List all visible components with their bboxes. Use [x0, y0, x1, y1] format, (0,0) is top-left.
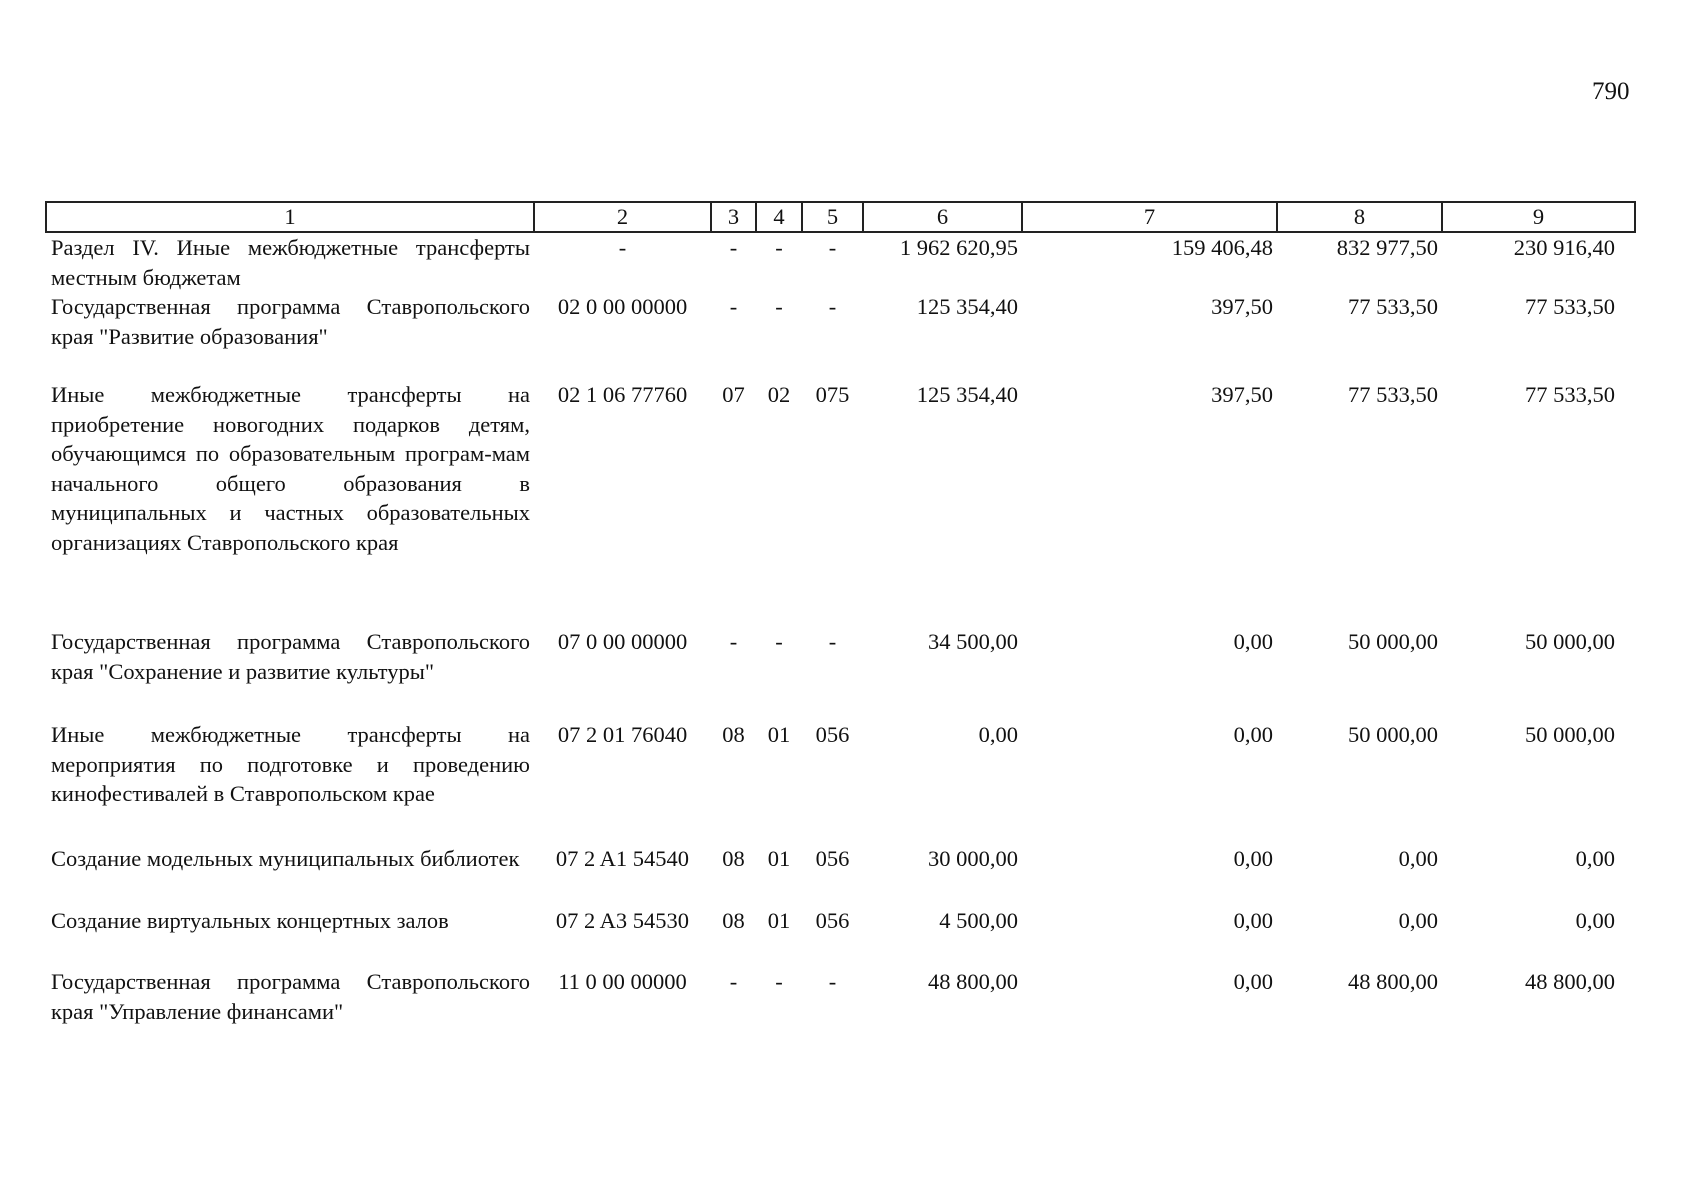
section-code: -: [729, 629, 738, 654]
amount-col7: 0,00: [1233, 722, 1273, 747]
table-row: [46, 232, 1635, 292]
amount-col6: 0,00: [978, 722, 1018, 747]
column-header: 5: [802, 202, 863, 232]
amount-col7: 397,50: [1211, 382, 1273, 407]
department-code: -: [828, 294, 837, 319]
column-header: 7: [1022, 202, 1277, 232]
section-code: 08: [722, 846, 745, 871]
table-row: [46, 292, 1635, 380]
table-row: [46, 906, 1635, 967]
section-code: 08: [722, 722, 745, 747]
row-description: Государственная программа Ставропольского края "Сохранение и развитие культуры": [51, 629, 530, 684]
subsection-code: -: [775, 235, 783, 260]
subsection-code: 01: [767, 908, 791, 933]
section-code: 07: [722, 382, 745, 407]
table-body: [46, 232, 1635, 1029]
table-header: [46, 202, 1635, 232]
target-article-code: 07 0 00 00000: [557, 629, 688, 654]
header-row: [46, 202, 1635, 232]
amount-col7: 0,00: [1233, 629, 1273, 654]
amount-col8: 0,00: [1398, 846, 1438, 871]
table-row: [46, 627, 1635, 720]
amount-col7: 0,00: [1233, 846, 1273, 871]
amount-col7: 159 406,48: [1171, 235, 1273, 260]
amount-col7: 0,00: [1233, 969, 1273, 994]
amount-col9: 50 000,00: [1525, 722, 1615, 747]
amount-col9: 77 533,50: [1525, 382, 1615, 407]
department-code: -: [828, 969, 837, 994]
amount-col6: 30 000,00: [928, 846, 1018, 871]
department-code: 056: [815, 908, 850, 933]
column-header: 8: [1277, 202, 1442, 232]
column-header: 4: [756, 202, 802, 232]
target-article-code: 07 2 01 76040: [557, 722, 688, 747]
table-row: [46, 844, 1635, 906]
amount-col9: 77 533,50: [1525, 294, 1615, 319]
amount-col6: 125 354,40: [916, 294, 1018, 319]
column-header: 6: [863, 202, 1022, 232]
row-description: Государственная программа Ставропольского края "Развитие образования": [51, 294, 530, 349]
amount-col8: 0,00: [1398, 908, 1438, 933]
target-article-code: 02 0 00 00000: [557, 294, 688, 319]
amount-col9: 230 916,40: [1513, 235, 1615, 260]
row-description: Государственная программа Ставропольского края "Управление финансами": [51, 969, 530, 1024]
table-row: [46, 720, 1635, 844]
column-header: 2: [534, 202, 711, 232]
amount-col8: 832 977,50: [1336, 235, 1438, 260]
table-row: [46, 967, 1635, 1029]
amount-col6: 48 800,00: [928, 969, 1018, 994]
subsection-code: 01: [767, 722, 791, 747]
subsection-code: -: [775, 629, 783, 654]
row-description: Иные межбюджетные трансферты на мероприятия по подготовке и проведению кинофестивалей в Ставропольском крае: [51, 722, 530, 806]
department-code: -: [828, 629, 837, 654]
amount-col8: 50 000,00: [1348, 629, 1438, 654]
amount-col8: 77 533,50: [1348, 294, 1438, 319]
section-code: -: [729, 235, 738, 260]
target-article-code: 02 1 06 77760: [557, 382, 688, 407]
amount-col6: 4 500,00: [939, 908, 1018, 933]
section-code: -: [729, 294, 738, 319]
section-code: -: [729, 969, 738, 994]
subsection-code: -: [775, 969, 783, 994]
amount-col6: 34 500,00: [928, 629, 1018, 654]
column-header: 3: [711, 202, 756, 232]
row-description: Раздел IV. Иные межбюджетные трансферты местным бюджетам: [51, 235, 530, 290]
column-header: 9: [1442, 202, 1635, 232]
target-article-code: 07 2 A3 54530: [555, 908, 690, 933]
table-row: [46, 380, 1635, 627]
section-code: 08: [722, 908, 745, 933]
target-article-code: 07 2 A1 54540: [555, 846, 690, 871]
amount-col9: 48 800,00: [1525, 969, 1615, 994]
target-article-code: 11 0 00 00000: [558, 969, 687, 994]
department-code: 075: [815, 382, 850, 407]
budget-table: [45, 201, 1636, 1029]
department-code: 056: [815, 722, 850, 747]
subsection-code: 02: [767, 382, 791, 407]
page-number: 790: [1592, 78, 1630, 105]
department-code: -: [828, 235, 837, 260]
amount-col9: 50 000,00: [1525, 629, 1615, 654]
amount-col9: 0,00: [1575, 908, 1615, 933]
subsection-code: -: [775, 294, 783, 319]
amount-col8: 77 533,50: [1348, 382, 1438, 407]
row-description: Создание виртуальных концертных залов: [51, 908, 449, 933]
row-description: Иные межбюджетные трансферты на приобретение новогодних подарков детям, обучающимся по образовательным програм-мам начального общего образования в муниципальных и частных образовательных организациях Ставропольского края: [51, 382, 530, 555]
subsection-code: 01: [767, 846, 791, 871]
amount-col6: 125 354,40: [916, 382, 1018, 407]
amount-col7: 0,00: [1233, 908, 1273, 933]
amount-col7: 397,50: [1211, 294, 1273, 319]
department-code: 056: [815, 846, 850, 871]
row-description: Создание модельных муниципальных библиотек: [51, 846, 520, 871]
column-header: 1: [46, 202, 534, 232]
amount-col8: 50 000,00: [1348, 722, 1438, 747]
amount-col9: 0,00: [1575, 846, 1615, 871]
amount-col8: 48 800,00: [1348, 969, 1438, 994]
amount-col6: 1 962 620,95: [899, 235, 1018, 260]
target-article-code: -: [618, 235, 627, 260]
